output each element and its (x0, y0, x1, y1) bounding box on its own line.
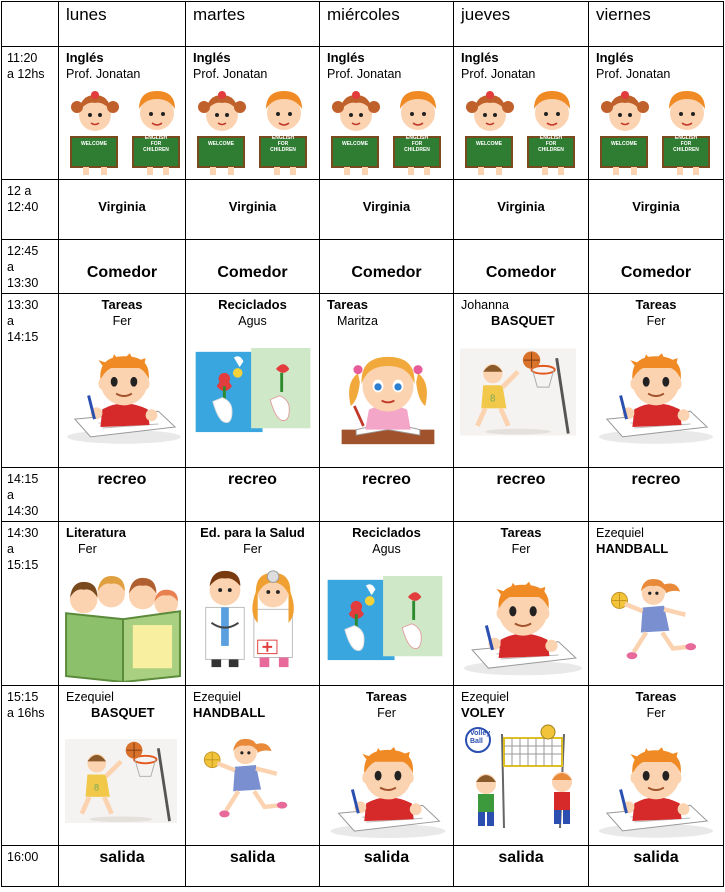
day-header-jueves (454, 2, 589, 47)
teacher-name: Fer (511, 542, 531, 556)
teacher-name: Ezequiel (193, 690, 241, 704)
teacher-name: Virginia (497, 199, 545, 214)
class-cell (589, 180, 724, 240)
subject-name: Inglés (193, 50, 231, 65)
time-line: 15:15 (7, 558, 39, 572)
subject-name: BASQUET (91, 705, 155, 720)
class-cell (59, 522, 186, 686)
teacher-name: Fer (78, 542, 97, 556)
day-label: viernes (596, 5, 651, 24)
break-label: recreo (97, 471, 147, 488)
class-cell (186, 686, 320, 846)
class-cell (59, 294, 186, 468)
time-line: 14:30 (7, 526, 39, 540)
class-cell (59, 468, 186, 522)
class-cell (59, 180, 186, 240)
class-cell (589, 846, 724, 887)
time-line: 13:30 (7, 276, 39, 290)
subject-name: Inglés (461, 50, 499, 65)
boy-writing-image (462, 578, 584, 676)
row-virginia (2, 180, 724, 240)
sign-left-text: WELCOME (207, 141, 235, 147)
class-cell (59, 686, 186, 846)
time-line: a (7, 260, 14, 274)
sign-line: ENGLISH (539, 135, 563, 141)
day-label: miércoles (327, 5, 400, 24)
day-label: martes (193, 5, 245, 24)
teacher-name: Ezequiel (596, 526, 644, 540)
class-cell (454, 522, 589, 686)
class-cell (320, 686, 454, 846)
class-cell (320, 846, 454, 887)
time-cell (2, 240, 59, 294)
english-kids-image (597, 87, 715, 179)
sign-right-text (663, 135, 709, 153)
time-line: a 16hs (7, 706, 45, 720)
dismissal-label: salida (229, 849, 276, 866)
subject-name: Tareas (635, 297, 677, 312)
class-cell (589, 47, 724, 180)
english-kids-image (67, 87, 185, 179)
class-cell (320, 522, 454, 686)
sign-line: CHILDREN (538, 147, 564, 153)
dismissal-label: salida (498, 849, 544, 866)
class-cell (589, 468, 724, 522)
lunch-label: Comedor (86, 264, 158, 281)
subject-name: Literatura (66, 525, 126, 540)
teacher-name: Prof. Jonatan (193, 67, 268, 81)
dismissal-label: salida (99, 849, 145, 866)
dismissal-label: salida (363, 849, 410, 866)
time-line: a (7, 488, 14, 502)
sign-left-text: WELCOME (341, 141, 369, 147)
row-comedor (2, 240, 724, 294)
class-cell (59, 846, 186, 887)
subject-name: BASQUET (491, 313, 555, 328)
girl-reading-image (334, 346, 442, 446)
time-cell (2, 294, 59, 468)
teacher-name: Virginia (98, 199, 146, 214)
sign-left-text: WELCOME (610, 141, 638, 147)
sign-line: FOR (680, 141, 692, 147)
sign-line: ENGLISH (405, 135, 429, 141)
lunch-label: Comedor (485, 264, 557, 281)
sign-left-text: WELCOME (475, 141, 503, 147)
class-cell (454, 240, 589, 294)
class-cell (589, 294, 724, 468)
corner-cell (2, 2, 59, 47)
teacher-name: Agus (238, 314, 267, 328)
sign-right-text (528, 135, 574, 153)
time-cell (2, 846, 59, 887)
subject-name: VOLEY (461, 705, 506, 720)
class-cell (454, 180, 589, 240)
subject-name: Tareas (101, 297, 143, 312)
lunch-label: Comedor (217, 264, 288, 281)
sign-right-text (133, 135, 179, 153)
sign-line: CHILDREN (673, 147, 699, 153)
break-label: recreo (496, 471, 546, 488)
teacher-name: Virginia (362, 199, 411, 214)
boy-writing-image (597, 350, 715, 444)
sign-line: FOR (150, 141, 162, 147)
teacher-name: Fer (646, 706, 666, 720)
sign-line: CHILDREN (270, 147, 296, 153)
time-line: 12:40 (7, 200, 39, 214)
volleyball-caption (470, 730, 490, 746)
teacher-name: Prof. Jonatan (327, 67, 402, 81)
day-label: jueves (461, 5, 511, 24)
class-cell (186, 522, 320, 686)
time-line: 16:00 (7, 850, 39, 864)
sign-line: FOR (545, 141, 557, 147)
class-cell (454, 686, 589, 846)
time-line: 14:15 (7, 472, 39, 486)
header-row (2, 2, 724, 47)
subject-name: HANDBALL (596, 541, 669, 556)
class-cell (186, 47, 320, 180)
sign-left-text: WELCOME (80, 141, 108, 147)
subject-name: Ed. para la Salud (200, 525, 305, 540)
class-cell (454, 47, 589, 180)
basketball-image (460, 348, 576, 436)
row-ingles (2, 47, 724, 180)
day-label: lunes (66, 5, 107, 24)
teacher-name: Fer (243, 542, 262, 556)
teacher-name: Virginia (632, 199, 680, 214)
time-line: 15:15 (7, 690, 39, 704)
class-cell (186, 240, 320, 294)
english-kids-image (194, 87, 312, 179)
time-line: 14:15 (7, 330, 39, 344)
dismissal-label: salida (633, 849, 679, 866)
sign-right-text (260, 135, 306, 153)
class-cell (589, 240, 724, 294)
class-cell (186, 846, 320, 887)
sign-line: CHILDREN (404, 147, 430, 153)
sign-line: FOR (411, 141, 423, 147)
class-cell (589, 522, 724, 686)
teacher-name: Fer (646, 314, 666, 328)
day-header-viernes (589, 2, 724, 47)
sign-line: CHILDREN (143, 147, 169, 153)
day-header-lunes (59, 2, 186, 47)
teacher-name: Prof. Jonatan (596, 67, 671, 81)
subject-name: Tareas (366, 689, 407, 704)
english-kids-image (462, 87, 580, 179)
subject-name: HANDBALL (193, 705, 266, 720)
class-cell (320, 180, 454, 240)
row-1430 (2, 522, 724, 686)
teacher-name: Agus (372, 542, 401, 556)
sign-line: ENGLISH (271, 135, 295, 141)
time-line: 12 a (7, 184, 32, 198)
lunch-label: Comedor (620, 264, 692, 281)
sign-right-text (394, 135, 440, 153)
time-cell (2, 522, 59, 686)
break-label: recreo (228, 471, 277, 488)
english-kids-image (328, 87, 446, 179)
class-cell (320, 47, 454, 180)
boy-writing-image (328, 744, 448, 838)
teacher-name: Virginia (228, 199, 277, 214)
teacher-name: Prof. Jonatan (66, 67, 141, 81)
sign-line: FOR (277, 141, 289, 147)
break-label: recreo (362, 471, 411, 488)
day-header-martes (186, 2, 320, 47)
time-cell (2, 47, 59, 180)
sign-line: ENGLISH (674, 135, 698, 141)
break-label: recreo (631, 471, 681, 488)
class-cell (320, 294, 454, 468)
teacher-name: Prof. Jonatan (461, 67, 536, 81)
subject-name: Tareas (635, 689, 677, 704)
time-cell (2, 180, 59, 240)
time-line: 12:45 (7, 244, 39, 258)
lunch-label: Comedor (351, 264, 422, 281)
basketball-image (65, 738, 177, 824)
time-line: 11:20 (7, 51, 38, 65)
time-line: a (7, 542, 14, 556)
caption-line: Volley (470, 730, 491, 737)
time-line: 13:30 (7, 298, 39, 312)
row-salida (2, 846, 724, 887)
class-cell (454, 468, 589, 522)
subject-name: Inglés (327, 50, 365, 65)
boy-writing-image (65, 350, 183, 444)
boy-writing-image (597, 744, 715, 838)
subject-name: Tareas (500, 525, 542, 540)
caption-line: Ball (470, 738, 483, 745)
time-line: a 12hs (7, 67, 45, 81)
recycled-craft-image (192, 348, 314, 434)
teacher-name: Ezequiel (461, 690, 509, 704)
storybook-image (63, 574, 183, 682)
schedule-table (1, 1, 724, 887)
time-line: a (7, 314, 14, 328)
teacher-name: Fer (377, 706, 396, 720)
class-cell (454, 846, 589, 887)
class-cell (320, 468, 454, 522)
row-1515 (2, 686, 724, 846)
time-line: 14:30 (7, 504, 39, 518)
class-cell (59, 240, 186, 294)
subject-name: Inglés (66, 50, 104, 65)
class-cell (186, 180, 320, 240)
day-header-miercoles (320, 2, 454, 47)
doctors-image (198, 564, 302, 672)
row-1330 (2, 294, 724, 468)
subject-name: Inglés (596, 50, 634, 65)
teacher-name: Ezequiel (66, 690, 114, 704)
teacher-name: Fer (112, 314, 132, 328)
handball-image (200, 734, 296, 824)
class-cell (186, 294, 320, 468)
class-cell (59, 47, 186, 180)
handball-image (607, 574, 705, 666)
recycled-craft-image (324, 576, 446, 662)
teacher-name: Johanna (461, 298, 509, 312)
class-cell (454, 294, 589, 468)
sign-line: ENGLISH (144, 135, 168, 141)
subject-name: Reciclados (218, 297, 287, 312)
class-cell (320, 240, 454, 294)
subject-name: Reciclados (352, 525, 421, 540)
row-recreo (2, 468, 724, 522)
class-cell (186, 468, 320, 522)
subject-name: Tareas (327, 297, 368, 312)
time-cell (2, 468, 59, 522)
class-cell (589, 686, 724, 846)
teacher-name: Maritza (337, 314, 378, 328)
time-cell (2, 686, 59, 846)
